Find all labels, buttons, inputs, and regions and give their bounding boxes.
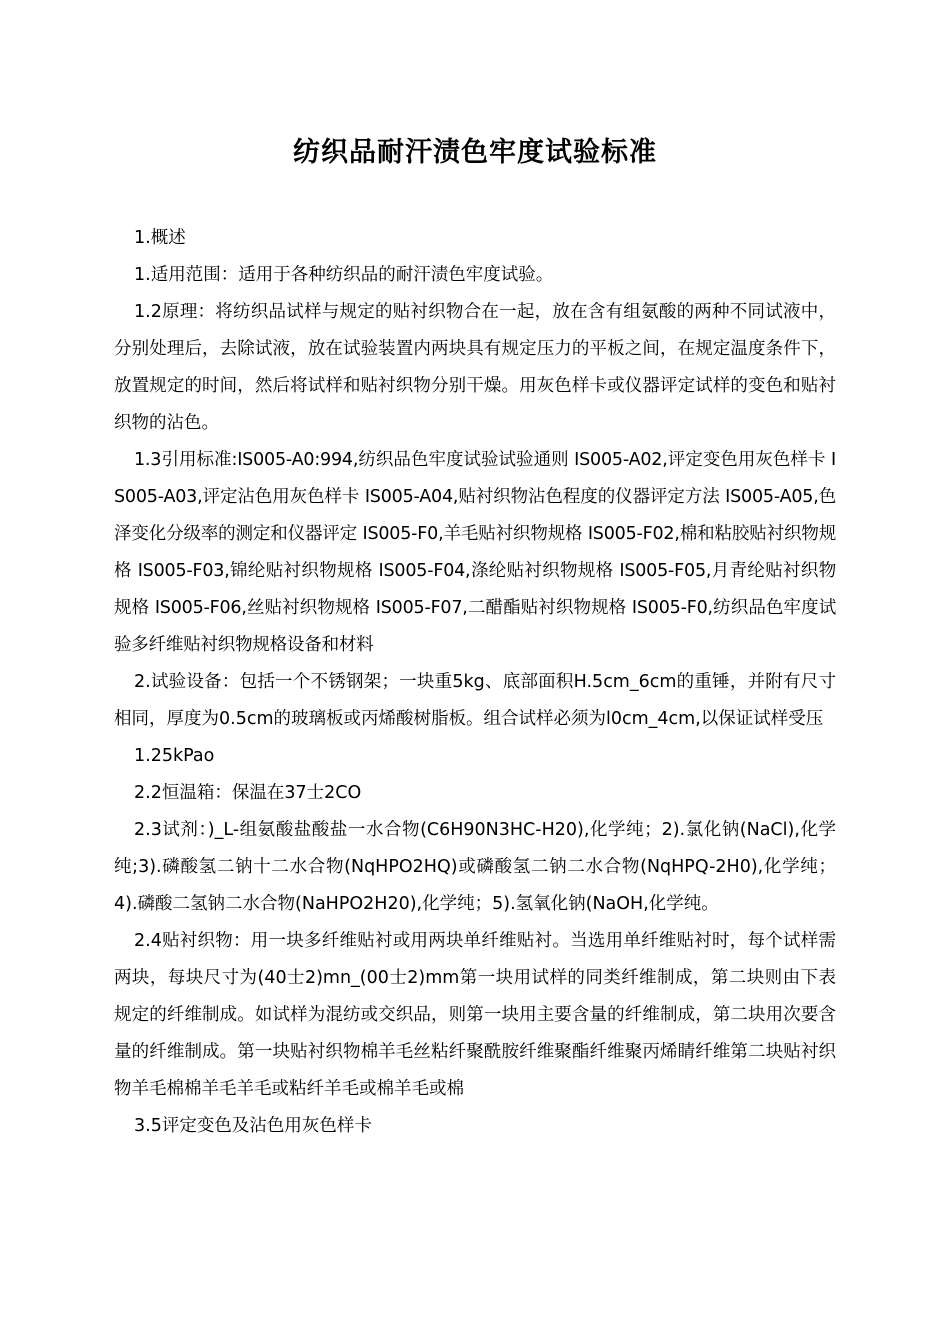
- document-title: 纺织品耐汗渍色牢度试验标准: [293, 137, 657, 168]
- paragraph-reagents: 2.3试剂：)_L-组氨酸盐酸盐一水合物(C6H90N3HC-H20),化学纯；2).氯化钠(NaCl),化学纯;3).磷酸氢二钠十二水合物(NqHPO2HQ)或磷酸氢二钠二水合物(NqHPQ-2H0),化学纯；4).磷酸二氢钠二水合物(NaHPO2H20),化学纯；5).氢氧化钠(NaOH,化学纯。: [114, 820, 836, 914]
- paragraph-equipment: 2.试验设备：包括一个不锈钢架；一块重5kg、底部面积H.5cm_6cm的重锤，并附有尺寸相同，厚度为0.5cm的玻璃板或丙烯酸树脂板。组合试样必须为l0cm_4cm,以保证试样受压: [114, 672, 836, 729]
- paragraph-references: 1.3引用标准:IS005-A0:994,纺织品色牢度试验试验通则 IS005-A02,评定变色用灰色样卡 IS005-A03,评定沾色用灰色样卡 IS005-A04,贴衬织物沾色程度的仪器评定方法 IS005-A05,色泽变化分级率的测定和仪器评定 IS005-F0,羊毛贴衬织物规格 IS005-F02,棉和粘胶贴衬织物规格 IS005-F03,锦纶贴衬织物规格 IS005-F04,涤纶贴衬织物规格 IS005-F05,月青纶贴衬织物规格 IS005-F06,丝贴衬织物规格 IS005-F07,二醋酯贴衬织物规格 IS005-F0,纺织品色牢度试验多纤维贴衬织物规格设备和材料: [114, 450, 836, 655]
- paragraph-incubator: 2.2恒温箱：保温在37士2CO: [134, 783, 362, 803]
- document-body: [114, 220, 836, 1145]
- paragraph-grey-scale: 3.5评定变色及沾色用灰色样卡: [134, 1116, 372, 1136]
- paragraph-adjacent-fabric: 2.4贴衬织物：用一块多纤维贴衬或用两块单纤维贴衬。当选用单纤维贴衬时，每个试样需两块，每块尺寸为(40士2)mn_(00士2)mm第一块用试样的同类纤维制成，第二块则由下表规定的纤维制成。如试样为混纺或交织品，则第一块用主要含量的纤维制成，第二块用次要含量的纤维制成。第一块贴衬织物棉羊毛丝粘纤聚酰胺纤维聚酯纤维聚丙烯睛纤维第二块贴衬织物羊毛棉棉羊毛羊毛或粘纤羊毛或棉羊毛或棉: [114, 931, 836, 1099]
- paragraph-overview: 1.概述: [134, 228, 186, 248]
- paragraph-scope: 1.适用范围：适用于各种纺织品的耐汗渍色牢度试验。: [134, 265, 554, 285]
- paragraph-pressure: 1.25kPao: [134, 746, 215, 766]
- paragraph-principle: 1.2原理：将纺织品试样与规定的贴衬织物合在一起，放在含有组氨酸的两种不同试液中，分别处理后，去除试液，放在试验装置内两块具有规定压力的平板之间，在规定温度条件下，放置规定的时间，然后将试样和贴衬织物分别干燥。用灰色样卡或仪器评定试样的变色和贴衬织物的沾色。: [114, 302, 836, 433]
